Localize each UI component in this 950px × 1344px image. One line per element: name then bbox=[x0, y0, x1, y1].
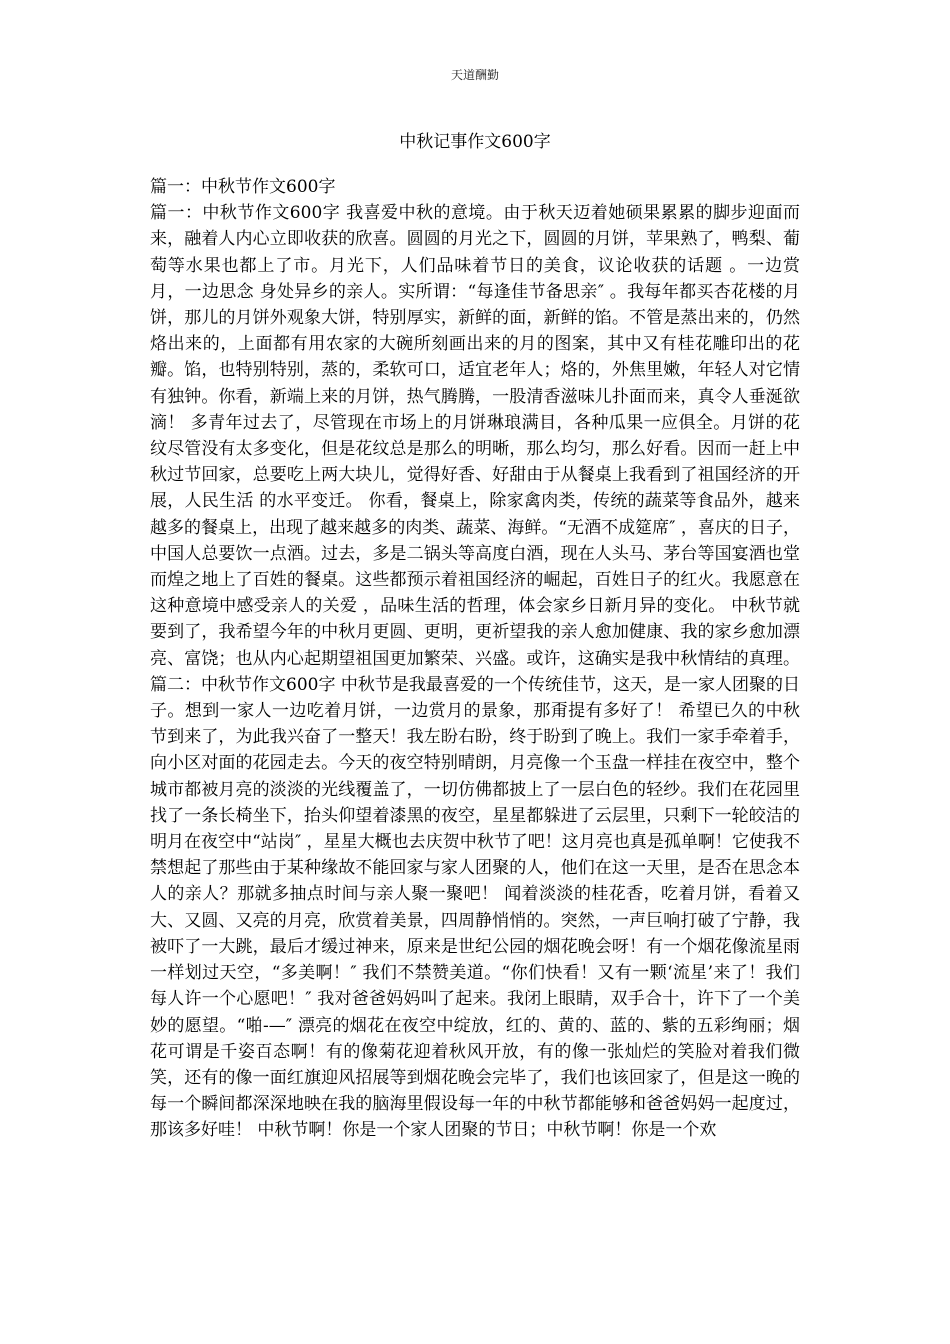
page-header: 天道酬勤 bbox=[450, 68, 499, 82]
document-content bbox=[150, 174, 800, 1144]
body-paragraph: 篇一：中秋节作文600字 我喜爱中秋的意境。由于秋天迈着她硕果累累的脚步迎面而来，融着人内心立即收获的欣喜。圆圆的月光之下，圆圆的月饼，苹果熟了，鸭梨、葡萄等水果也都上了市。月光下，人们品味着节日的美食，议论收获的话题 。一边赏月，一边思念 身处异乡的亲人。实所谓：“每逢佳节备思亲″ 。我每年都买杏花楼的月饼，那儿的月饼外观象大饼，特别厚实，新鲜的面，新鲜的馅。不管是蒸出来的，仍然烙出来的，上面都有用农家的大碗所刻画出来的月的图案，其中又有桂花雕印出的花瓣。馅，也特别特别，蒸的，柔软可口，适宜老年人；烙的，外焦里嫩，年轻人对它情有独钟。你看，新端上来的月饼，热气腾腾，一股清香滋味儿扑面而来，真令人垂涎欲滴！ 多青年过去了，尽管现在市场上的月饼琳琅满目，各种瓜果一应俱全。月饼的花纹尽管没有太多变化，但是花纹总是那么的明晰，那么均匀，那么好看。因而一赶上中秋过节回家，总要吃上两大块儿，觉得好香、好甜由于从餐桌上我看到了祖国经济的开展，人民生活 的水平变迁。 你看，餐桌上，除家禽肉类，传统的蔬菜等食品外，越来越多的餐桌上，出现了越来越多的肉类、蔬菜、海鲜。“无酒不成筵席″ ，喜庆的日子，中国人总要饮一点酒。过去，多是二锅头等高度白酒，现在人头马、茅台等国宴酒也堂而煌之地上了百姓的餐桌。这些都预示着祖国经济的崛起，百姓日子的红火。我愿意在这种意境中感受亲人的关爱 ，品味生活的哲理，体会家乡日新月异的变化。 中秋节就要到了，我希望今年的中秋月更圆、更明，更祈望我的亲人愈加健康、我的家乡愈加漂亮、富饶；也从内心起期望祖国更加繁荣、兴盛。或许，这确实是我中秋情结的真理。 篇二：中秋节作文600字 中秋节是我最喜爱的一个传统佳节，这天，是一家人团聚的日子。想到一家人一边吃着月饼，一边赏月的景象，那甭提有多好了！ 希望已久的中秋节到来了，为此我兴奋了一整天！我左盼右盼，终于盼到了晚上。我们一家手牵着手，向小区对面的花园走去。今天的夜空特别晴朗，月亮像一个玉盘一样挂在夜空中，整个城市都被月亮的淡淡的光线覆盖了，一切仿佛都披上了一层白色的轻纱。我们在花园里找了一条长椅坐下，抬头仰望着漆黑的夜空，星星都躲进了云层里，只剩下一轮皎洁的明月在夜空中“站岗″ ，星星大概也去庆贺中秋节了吧！这月亮也真是孤单啊！它使我不禁想起了那些由于某种缘故不能回家与家人团聚的人，他们在这一天里，是否在思念本人的亲人？那就多抽点时间与亲人聚一聚吧！ 闻着淡淡的桂花香，吃着月饼，看着又大、又圆、又亮的月亮，欣赏着美景，四周静悄悄的。突然，一声巨响打破了宁静，我被吓了一大跳，最后才缓过神来，原来是世纪公园的烟花晚会呀！有一个烟花像流星雨一样划过天空，“多美啊！″ 我们不禁赞美道。“你们快看！又有一颗‘流星’来了！我们每人许一个心愿吧！″ 我对爸爸妈妈叫了起来。我闭上眼睛，双手合十，许下了一个美妙的愿望。“啪-—″ 漂亮的烟花在夜空中绽放，红的、黄的、蓝的、紫的五彩绚丽；烟花可谓是千姿百态啊！有的像菊花迎着秋风开放，有的像一张灿烂的笑脸对着我们微笑，还有的像一面红旗迎风招展等到烟花晚会完毕了，我们也该回家了，但是这一晚的每一个瞬间都深深地映在我的脑海里假设每一年的中秋节都能够和爸爸妈妈一起度过，那该多好哇！ 中秋节啊！你是一个家人团聚的节日；中秋节啊！你是一个欢 bbox=[150, 203, 800, 1141]
document-title: 中秋记事作文600字 bbox=[399, 132, 551, 152]
section-heading: 篇一：中秋节作文600字 bbox=[150, 177, 336, 197]
